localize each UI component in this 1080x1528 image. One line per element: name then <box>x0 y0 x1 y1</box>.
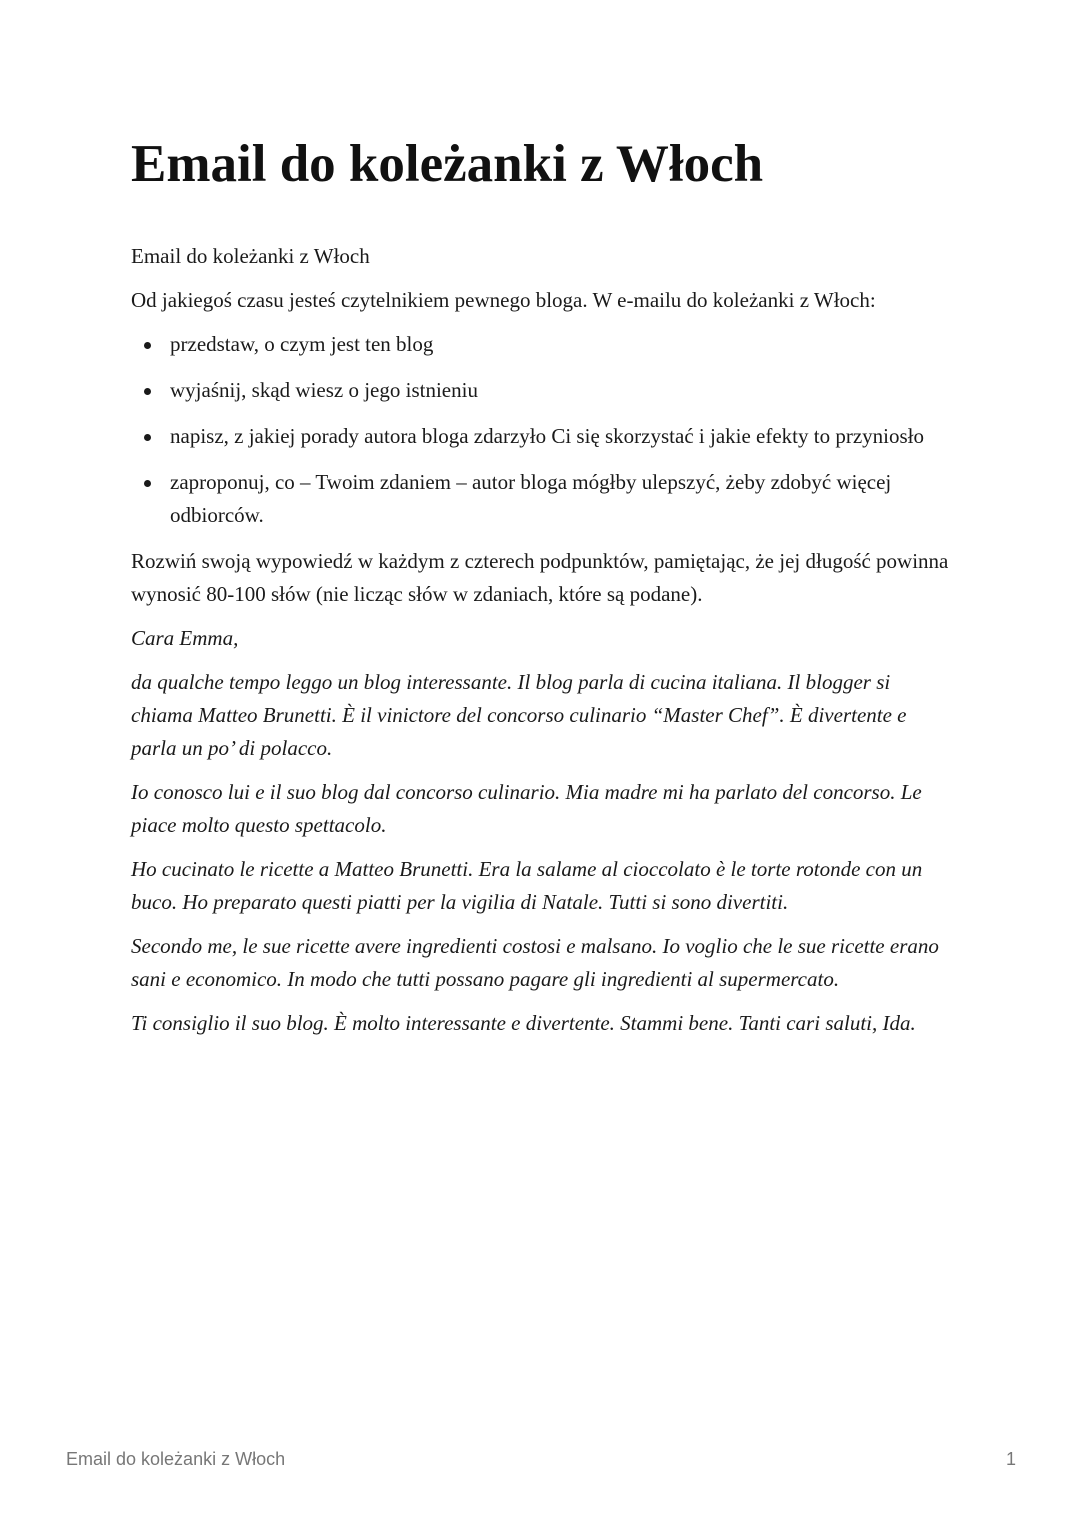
list-item <box>131 374 951 407</box>
instruction-text: Od jakiegoś czasu jesteś czytelnikiem pewnego bloga. W e-mailu do koleżanki z Włoch: <box>131 288 876 312</box>
letter-greeting: Cara Emma, <box>131 626 239 650</box>
bullet-icon <box>144 342 151 349</box>
task-text: wyjaśnij, skąd wiesz o jego istnieniu <box>170 378 478 402</box>
letter-paragraph: Io conosco lui e il suo blog dal concorso culinario. Mia madre mi ha parlato del concorso. Le piace molto questo spettacolo. <box>131 780 922 837</box>
letter-paragraph: Ho cucinato le ricette a Matteo Brunetti. Era la salame al cioccolato è le torte rotonde con un buco. Ho preparato questi piatti per la vigilia di Natale. Tutti si sono divertiti. <box>131 857 923 914</box>
letter-paragraph: Secondo me, le sue ricette avere ingredienti costosi e malsano. Io voglio che le sue ricette erano sani e economico. In modo che tutti possano pagare gli ingredienti al supermercato. <box>131 934 939 991</box>
subtitle: Email do koleżanki z Włoch <box>131 244 370 268</box>
bullet-icon <box>144 434 151 441</box>
list-item <box>131 420 951 453</box>
page-number: 1 <box>1005 1449 1016 1469</box>
task-text: napisz, z jakiej porady autora bloga zdarzyło Ci się skorzystać i jakie efekty to przyniosło <box>170 424 925 448</box>
letter-paragraph: da qualche tempo leggo un blog interessante. Il blog parla di cucina italiana. Il blogger si chiama Matteo Brunetti. È il vinictore del concorso culinario “Master Chef”. È divertente e parla un po’ di polacco. <box>131 670 907 760</box>
list-item <box>131 328 951 361</box>
list-item <box>131 466 951 532</box>
bullet-icon <box>144 388 151 395</box>
page-title: Email do koleżanki z Włoch <box>131 135 764 193</box>
requirement-text: Rozwiń swoją wypowiedź w każdym z czterech podpunktów, pamiętając, że jej długość powinna wynosić 80-100 słów (nie licząc słów w zdaniach, które są podane). <box>131 549 949 606</box>
task-list <box>131 328 951 532</box>
letter-paragraph: Ti consiglio il suo blog. È molto interessante e divertente. Stammi bene. Tanti cari saluti, Ida. <box>131 1011 916 1035</box>
bullet-icon <box>144 480 151 487</box>
task-text: zaproponuj, co – Twoim zdaniem – autor bloga mógłby ulepszyć, żeby zdobyć więcej odbiorców. <box>170 470 892 527</box>
task-text: przedstaw, o czym jest ten blog <box>170 332 434 356</box>
footer-title: Email do koleżanki z Włoch <box>66 1449 286 1469</box>
page-content <box>131 132 951 1051</box>
